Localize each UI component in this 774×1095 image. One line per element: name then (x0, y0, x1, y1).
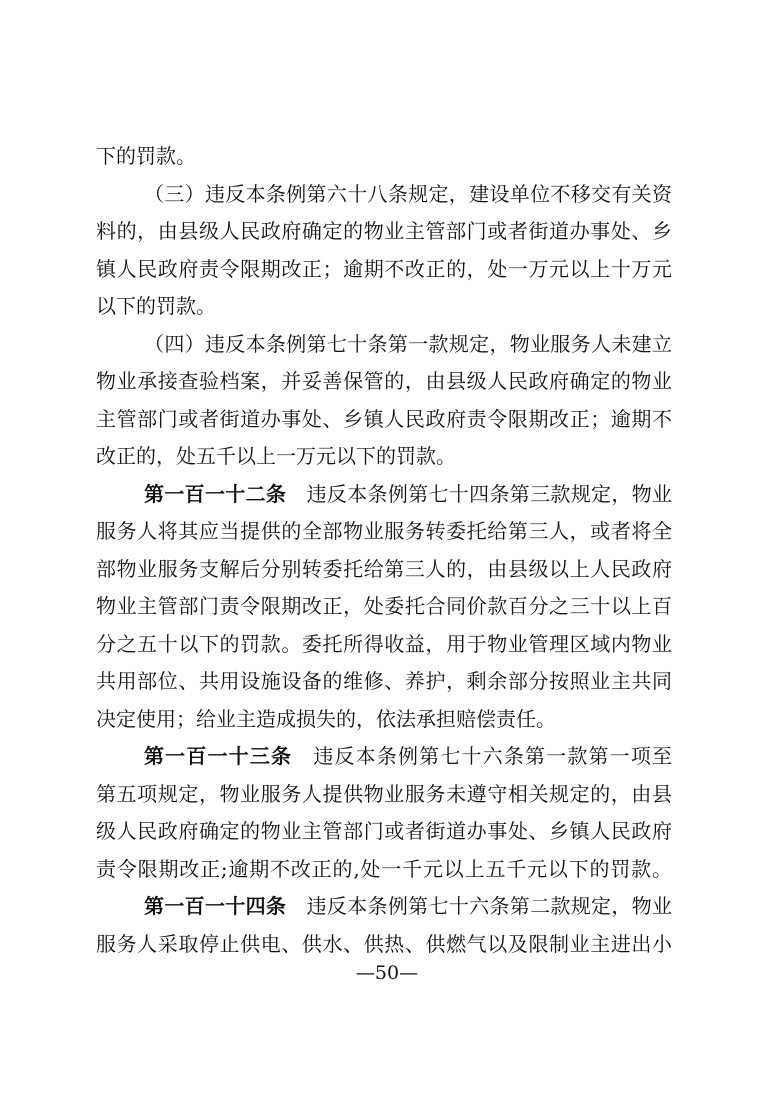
line-text: 分之五十以下的罚款。委托所得收益，用于物业管理区域内物业 (96, 631, 672, 656)
line-text: 料的，由县级人民政府确定的物业主管部门或者街道办事处、乡 (96, 219, 672, 243)
line-text: 改正的，处五千以上一万元以下的罚款。 (96, 444, 456, 468)
line-text: 级人民政府确定的物业主管部门或者街道办事处、乡镇人民政府 (96, 819, 672, 843)
text-line (96, 363, 672, 401)
article-number: 第一百一十三条 (144, 744, 293, 768)
line-text: 物业主管部门责令限期改正，处委托合同价款百分之三十以上百 (96, 594, 672, 618)
line-text: 以下的罚款。 (96, 294, 216, 318)
line-text: （三）违反本条例第六十八条规定，建设单位不移交有关资 (144, 181, 672, 206)
text-line (96, 476, 672, 514)
text-line (96, 213, 672, 251)
article-number: 第一百一十四条 (144, 894, 287, 918)
line-text: （四）违反本条例第七十条第一款规定，物业服务人未建立 (144, 331, 672, 356)
line-text: 物业承接查验档案，并妥善保管的，由县级人民政府确定的物业 (96, 369, 672, 393)
line-text: 共用部位、共用设施设备的维修、养护，剩余部分按照业主共同 (96, 669, 672, 693)
text-line (96, 326, 672, 364)
text-line (96, 138, 672, 176)
text-line (96, 176, 672, 214)
text-line (96, 888, 672, 926)
text-line (96, 663, 672, 701)
line-text: 部物业服务支解后分别转委托给第三人的，由县级以上人民政府 (96, 556, 672, 581)
article-number: 第一百一十二条 (144, 481, 287, 506)
line-text: 责令限期改正;逾期不改正的,处一千元以上五千元以下的罚款。 (96, 856, 672, 881)
line-text: 下的罚款。 (96, 144, 196, 168)
text-line (96, 251, 672, 289)
line-text: 镇人民政府责令限期改正；逾期不改正的，处一万元以上十万元 (96, 256, 672, 281)
text-line (96, 288, 672, 326)
line-text: 决定使用；给业主造成损失的，依法承担赔偿责任。 (96, 706, 556, 731)
line-text: 违反本条例第七十六条第一款第一项至 (312, 744, 673, 768)
text-line (96, 813, 672, 851)
text-line (96, 738, 672, 776)
page-number: —50— (355, 962, 419, 984)
text-line (96, 401, 672, 439)
line-text: 主管部门或者街道办事处、乡镇人民政府责令限期改正；逾期不 (96, 406, 672, 431)
document-body (96, 138, 672, 963)
text-line (96, 588, 672, 626)
text-line (96, 513, 672, 551)
text-line (96, 438, 672, 476)
line-text: 服务人采取停止供电、供水、供热、供燃气以及限制业主进出小 (96, 931, 672, 956)
text-line (96, 776, 672, 814)
text-line (96, 626, 672, 664)
text-line (96, 701, 672, 739)
line-text: 第五项规定，物业服务人提供物业服务未遵守相关规定的，由县 (96, 781, 672, 806)
text-line (96, 551, 672, 589)
line-text: 服务人将其应当提供的全部物业服务转委托给第三人，或者将全 (96, 519, 672, 543)
text-line (96, 851, 672, 889)
line-text: 违反本条例第七十六条第二款规定，物业 (306, 894, 673, 918)
line-text: 违反本条例第七十四条第三款规定，物业 (306, 481, 673, 506)
